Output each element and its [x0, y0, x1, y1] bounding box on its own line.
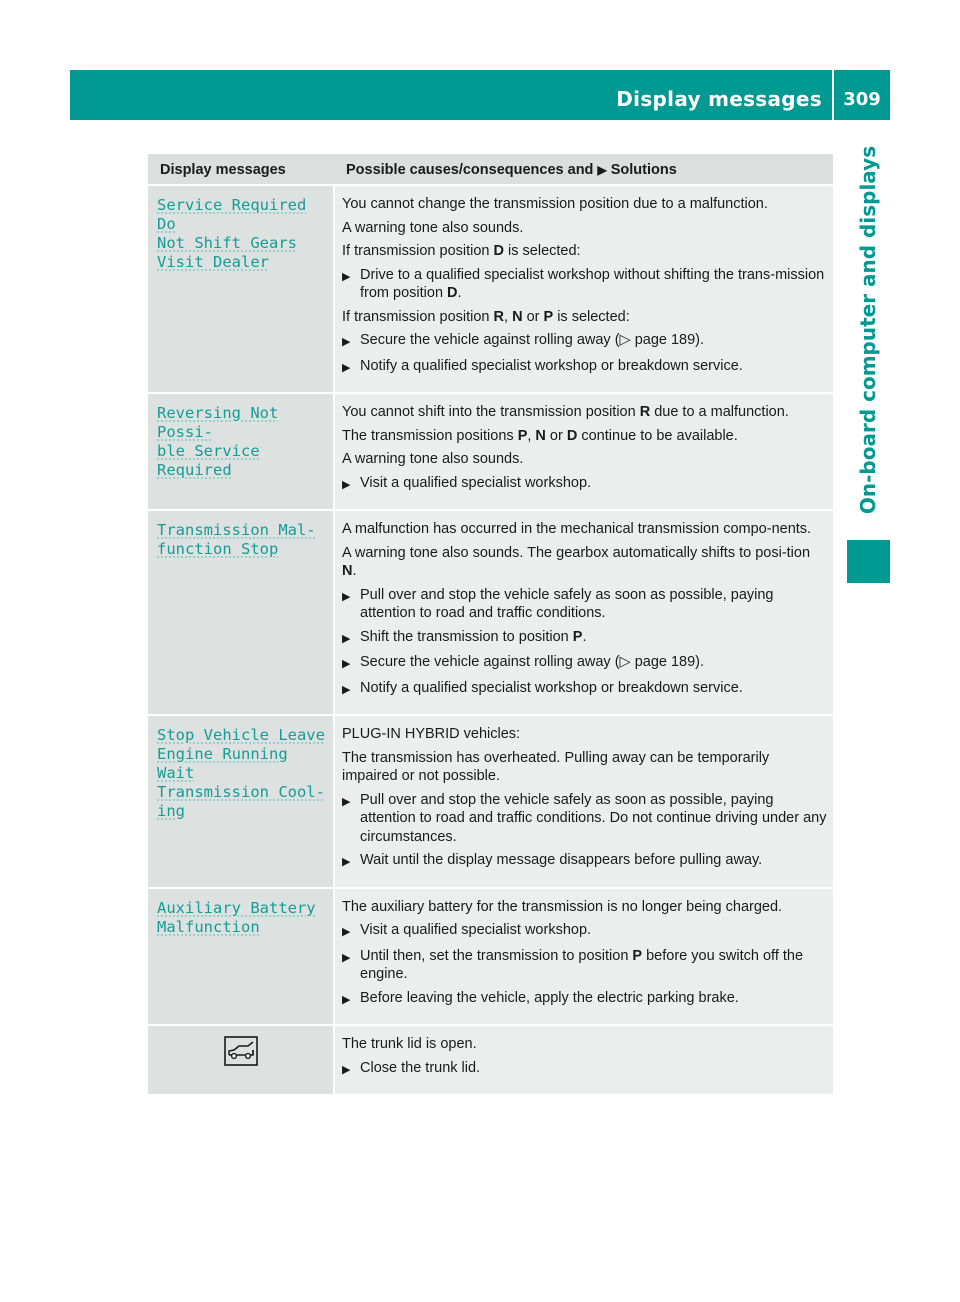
text-run: Shift the transmission to position	[360, 628, 573, 645]
causes-cell	[335, 716, 833, 887]
step-text	[360, 474, 827, 495]
step-arrow-icon: ▶	[342, 856, 351, 868]
step-text	[360, 679, 827, 700]
table-row	[148, 1026, 833, 1096]
step-arrow-icon: ▶	[342, 590, 351, 603]
step-arrow-icon: ▶	[342, 361, 351, 374]
display-message-code: Service Required Do Not Shift Gears Visit Dealer	[157, 196, 307, 271]
column-header-solutions-label: Solutions	[606, 162, 677, 178]
message-cell	[148, 1026, 335, 1094]
display-message-code: Reversing Not Possi‐ ble Service Required	[157, 404, 279, 479]
cause-text	[342, 450, 827, 469]
step-text	[360, 357, 827, 378]
text-run: or	[522, 308, 544, 325]
text-run: is selected:	[504, 243, 581, 259]
solution-step	[342, 474, 827, 495]
column-header-causes	[336, 154, 833, 184]
solution-step	[342, 357, 827, 378]
text-run: ,	[504, 308, 513, 325]
step-arrow-icon: ▶	[342, 926, 351, 938]
text-run: ,	[527, 427, 536, 444]
position-letter: P	[572, 628, 583, 645]
cause-text	[342, 403, 827, 422]
display-messages-table	[148, 154, 833, 1096]
solution-step	[342, 989, 827, 1010]
text-run: Drive to a qualified specialist workshop without shifting the trans-mission from position	[360, 266, 825, 301]
table-body	[148, 186, 833, 1096]
solution-step	[342, 628, 827, 649]
step-text	[360, 586, 827, 623]
cause-text	[342, 308, 827, 327]
step-arrow-icon: ▶	[342, 1063, 351, 1076]
solution-step	[342, 921, 827, 942]
display-message-code: Transmission Mal‐ function Stop	[157, 521, 316, 558]
step-arrow-icon: ▶	[342, 951, 351, 964]
text-run: Notify a qualified specialist workshop or breakdown service.	[360, 679, 743, 696]
solution-step	[342, 791, 827, 847]
solution-step	[342, 1059, 827, 1080]
table-header	[148, 154, 833, 186]
text-run: Visit a qualified specialist workshop.	[360, 922, 592, 938]
cause-text	[342, 219, 827, 238]
display-message-code: Stop Vehicle Leave Engine Running Wait Transmission Cool‐ ing	[157, 726, 325, 820]
text-run: .	[352, 563, 357, 579]
step-text	[360, 331, 827, 352]
step-arrow-icon: ▶	[342, 658, 351, 670]
text-run: or	[545, 427, 567, 444]
table-row	[148, 394, 833, 511]
section-tab	[847, 130, 890, 530]
causes-cell	[335, 511, 833, 714]
position-letter: P	[543, 308, 554, 325]
step-arrow-icon: ▶	[342, 993, 351, 1006]
text-run: before you switch off the engine.	[360, 947, 804, 982]
step-text	[360, 921, 827, 942]
position-letter: R	[639, 404, 651, 420]
section-marker	[847, 540, 890, 583]
step-text	[360, 266, 827, 303]
solution-step	[342, 653, 827, 674]
table-row	[148, 511, 833, 716]
position-letter: P	[632, 947, 643, 964]
cause-text	[342, 898, 827, 917]
step-arrow-icon: ▶	[342, 683, 351, 696]
solution-step	[342, 266, 827, 303]
step-text	[360, 791, 827, 847]
solution-step	[342, 947, 827, 984]
position-letter: N	[512, 308, 523, 325]
solution-step	[342, 331, 827, 352]
causes-cell	[335, 394, 833, 509]
cause-text	[342, 544, 827, 581]
cause-text	[342, 725, 827, 744]
page-header	[70, 70, 890, 120]
text-run: If transmission position	[342, 243, 494, 259]
text-run: The transmission has overheated. Pulling away can be temporarily impaired or not possible.	[342, 749, 770, 784]
cause-text	[342, 749, 827, 786]
table-row	[148, 889, 833, 1027]
causes-cell	[335, 889, 833, 1025]
position-letter: D	[493, 243, 504, 259]
message-cell	[148, 394, 335, 509]
text-run: The transmission positions	[342, 427, 518, 444]
step-text	[360, 653, 827, 674]
text-run: Secure the vehicle against rolling away (▷ page 189).	[360, 654, 705, 670]
text-run: PLUG-IN HYBRID vehicles:	[342, 726, 521, 742]
text-run: A warning tone also sounds. The gearbox automatically shifts to posi-tion	[342, 544, 811, 561]
message-cell	[148, 511, 335, 714]
message-cell	[148, 186, 335, 392]
step-text	[360, 851, 827, 872]
text-run: Before leaving the vehicle, apply the electric parking brake.	[360, 989, 739, 1006]
cause-text	[342, 520, 827, 539]
position-letter: P	[517, 427, 528, 444]
cause-text	[342, 427, 827, 446]
page-title: Display messages	[616, 87, 822, 111]
position-letter: R	[493, 308, 504, 325]
text-run: Secure the vehicle against rolling away (▷ page 189).	[360, 332, 705, 348]
text-run: due to a malfunction.	[650, 404, 789, 420]
text-run: Until then, set the transmission to position	[360, 947, 633, 964]
cause-text	[342, 1035, 827, 1054]
column-header-causes-label: Possible causes/consequences and	[346, 162, 598, 178]
step-arrow-icon: ▶	[342, 336, 351, 348]
table-row	[148, 716, 833, 889]
position-letter: D	[566, 427, 578, 444]
text-run: The trunk lid is open.	[342, 1036, 477, 1052]
step-arrow-icon: ▶	[342, 795, 351, 808]
text-run: Pull over and stop the vehicle safely as soon as possible, paying attention to road and traffic conditions. Do not continue driving under any circumstances.	[360, 791, 827, 845]
position-letter: N	[342, 563, 353, 579]
text-run: You cannot change the transmission position due to a malfunction.	[342, 196, 768, 212]
step-text	[360, 989, 827, 1010]
text-run: .	[582, 628, 587, 645]
step-text	[360, 1059, 827, 1080]
text-run: Visit a qualified specialist workshop.	[360, 474, 592, 491]
text-run: is selected:	[553, 308, 630, 325]
cause-text	[342, 242, 827, 261]
text-run: The auxiliary battery for the transmission is no longer being charged.	[342, 898, 783, 915]
solution-step	[342, 586, 827, 623]
text-run: A malfunction has occurred in the mechanical transmission compo-nents.	[342, 521, 812, 537]
text-run: You cannot shift into the transmission position	[342, 404, 640, 420]
step-text	[360, 947, 827, 984]
display-message-code: Auxiliary Battery Malfunction	[157, 898, 316, 936]
cause-text	[342, 195, 827, 214]
causes-cell	[335, 1026, 833, 1094]
table-row	[148, 186, 833, 394]
column-header-messages: Display messages	[160, 162, 286, 178]
text-run: If transmission position	[342, 308, 494, 325]
text-run: .	[457, 285, 462, 301]
page-number: 309	[843, 89, 881, 110]
position-letter: N	[535, 427, 546, 444]
solution-step	[342, 679, 827, 700]
solution-step	[342, 851, 827, 872]
text-run: continue to be available.	[577, 427, 738, 444]
position-letter: D	[447, 285, 458, 301]
message-cell	[148, 889, 335, 1025]
text-run: Wait until the display message disappears before pulling away.	[360, 852, 763, 868]
message-cell	[148, 716, 335, 887]
trunk-open-icon	[224, 1036, 258, 1066]
causes-cell	[335, 186, 833, 392]
step-arrow-icon: ▶	[342, 632, 351, 645]
section-tab-label: On-board computer and displays	[856, 145, 881, 515]
solution-arrow-icon: ▶	[597, 163, 607, 177]
text-run: A warning tone also sounds.	[342, 451, 524, 467]
step-arrow-icon: ▶	[342, 270, 351, 283]
step-text	[360, 628, 827, 649]
text-run: Pull over and stop the vehicle safely as soon as possible, paying attention to road and traffic conditions.	[360, 586, 774, 621]
text-run: Close the trunk lid.	[360, 1059, 481, 1076]
text-run: Notify a qualified specialist workshop or breakdown service.	[360, 357, 743, 374]
step-arrow-icon: ▶	[342, 478, 351, 491]
text-run: A warning tone also sounds.	[342, 219, 524, 236]
